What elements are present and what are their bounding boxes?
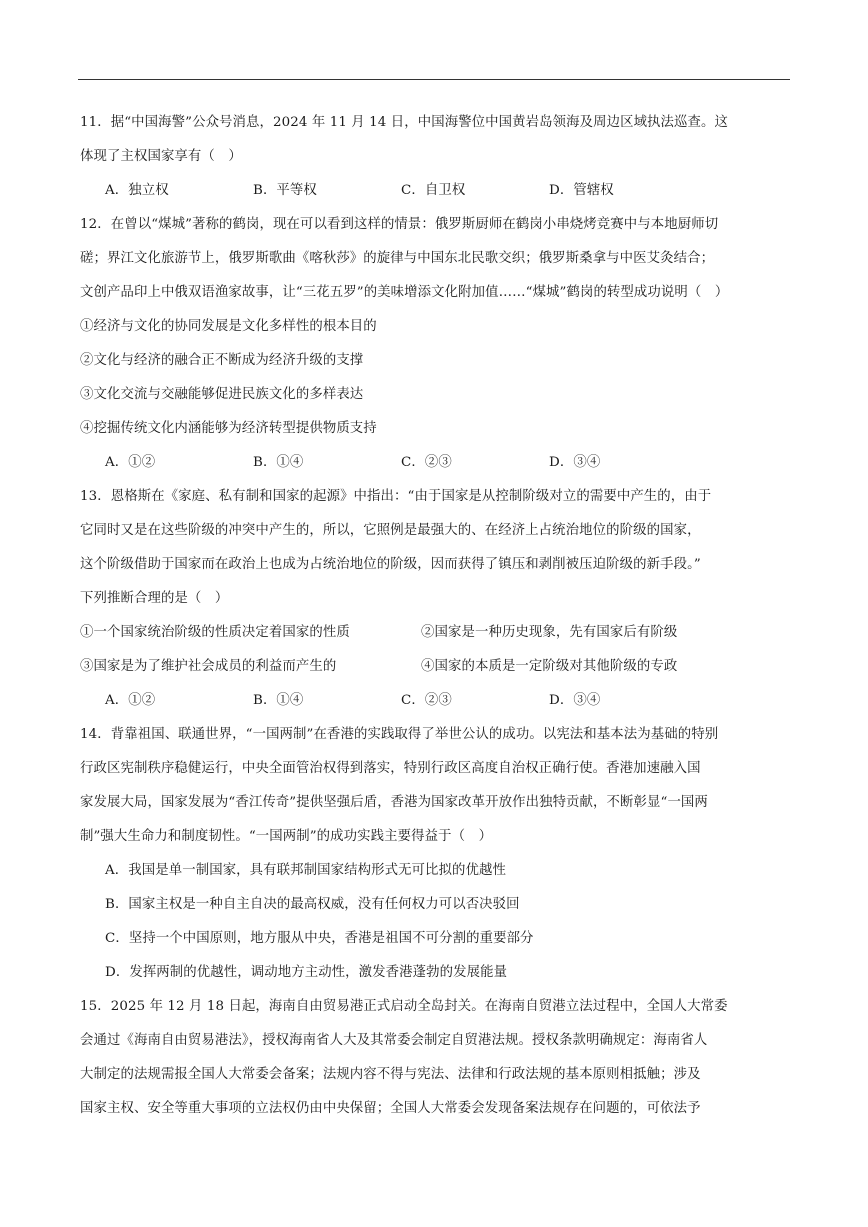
option-d[interactable]: D．③④ — [549, 455, 601, 470]
option-d[interactable]: D．③④ — [549, 693, 601, 708]
question-content — [80, 106, 790, 1126]
option-d[interactable]: D．管辖权 — [549, 183, 614, 198]
statement-row — [80, 616, 790, 650]
question-text-line: 体现了主权国家享有（ ） — [80, 149, 242, 164]
question-text-line: 11．据“中国海警”公众号消息，2024 年 11 月 14 日，中国海警位中国黄岩岛领海及周边区域执法巡查。这 — [80, 115, 729, 130]
option-c[interactable]: C．坚持一个中国原则，地方服从中央，香港是祖国不可分割的重要部分 — [105, 931, 534, 946]
header-rule — [78, 79, 790, 80]
option-b[interactable]: B．平等权 — [253, 183, 317, 198]
question-14 — [80, 718, 790, 990]
option-c[interactable]: C．②③ — [401, 693, 452, 708]
option-b[interactable]: B．①④ — [253, 455, 304, 470]
question-text-line: 14．背靠祖国、联通世界，“一国两制”在香港的实践取得了举世公认的成功。以宪法和基本法为基础的特别 — [80, 727, 719, 742]
option-a[interactable]: A．①② — [105, 693, 156, 708]
question-text-line: 13．恩格斯在《家庭、私有制和国家的起源》中指出：“由于国家是从控制阶级对立的需要中产生的，由于 — [80, 489, 712, 504]
question-text-line: 国家主权、安全等重大事项的立法权仍由中央保留；全国人大常委会发现备案法规存在问题的，可依法予 — [80, 1101, 701, 1116]
option-b[interactable]: B．国家主权是一种自主自决的最高权威，没有任何权力可以否决驳回 — [105, 897, 520, 912]
statement-3: ③文化交流与交融能够促进民族文化的多样表达 — [80, 387, 364, 402]
answer-options — [80, 684, 790, 718]
question-text-line: 制”强大生命力和制度韧性。“一国两制”的成功实践主要得益于（ ） — [80, 829, 493, 844]
option-d[interactable]: D．发挥两制的优越性，调动地方主动性，激发香港蓬勃的发展能量 — [105, 965, 508, 980]
statement-1: ①一个国家统治阶级的性质决定着国家的性质 — [80, 625, 350, 640]
question-text-line: 家发展大局，国家发展为“香江传奇”提供坚强后盾，香港为国家改革开放作出独特贡献，不断彰显“一国两 — [80, 795, 708, 810]
question-text-line: 行政区宪制秩序稳健运行，中央全面管治权得到落实，特别行政区高度自治权正确行使。香港加速融入国 — [80, 761, 701, 776]
question-11 — [80, 106, 790, 208]
statement-1: ①经济与文化的协同发展是文化多样性的根本目的 — [80, 319, 377, 334]
statement-2: ②文化与经济的融合正不断成为经济升级的支撑 — [80, 353, 364, 368]
option-a[interactable]: A．①② — [105, 455, 156, 470]
option-c[interactable]: C．自卫权 — [401, 183, 466, 198]
question-13 — [80, 480, 790, 718]
statement-3: ③国家是为了维护社会成员的利益而产生的 — [80, 659, 337, 674]
question-text-line: 磋；界江文化旅游节上，俄罗斯歌曲《喀秋莎》的旋律与中国东北民歌交织；俄罗斯桑拿与中医艾灸结合； — [80, 251, 715, 266]
option-b[interactable]: B．①④ — [253, 693, 304, 708]
question-text-line: 这个阶级借助于国家而在政治上也成为占统治地位的阶级，因而获得了镇压和剥削被压迫阶级的新手段。” — [80, 557, 701, 572]
statement-2: ②国家是一种历史现象，先有国家后有阶级 — [421, 625, 678, 640]
statement-4: ④挖掘传统文化内涵能够为经济转型提供物质支持 — [80, 421, 377, 436]
question-15 — [80, 990, 790, 1126]
statement-4: ④国家的本质是一定阶级对其他阶级的专政 — [421, 659, 678, 674]
question-text-line: 15．2025 年 12 月 18 日起，海南自由贸易港正式启动全岛封关。在海南自贸港立法过程中，全国人大常委 — [80, 999, 728, 1014]
option-a[interactable]: A．我国是单一制国家，具有联邦制国家结构形式无可比拟的优越性 — [105, 863, 506, 878]
question-text-line: 下列推断合理的是（ ） — [80, 591, 229, 606]
question-12 — [80, 208, 790, 480]
question-text-line: 12．在曾以“煤城”著称的鹤岗，现在可以看到这样的情景：俄罗斯厨师在鹤岗小串烧烤竞赛中与本地厨师切 — [80, 217, 719, 232]
statement-row — [80, 650, 790, 684]
option-a[interactable]: A．独立权 — [105, 183, 169, 198]
answer-options — [80, 174, 790, 208]
option-c[interactable]: C．②③ — [401, 455, 452, 470]
question-text-line: 会通过《海南自由贸易港法》，授权海南省人大及其常委会制定自贸港法规。授权条款明确规定：海南省人 — [80, 1033, 708, 1048]
question-text-line: 文创产品印上中俄双语渔家故事，让“三花五罗”的美味增添文化附加值……“煤城”鹤岗的转型成功说明（ ） — [80, 285, 729, 300]
question-text-line: 大制定的法规需报全国人大常委会备案；法规内容不得与宪法、法律和行政法规的基本原则相抵触；涉及 — [80, 1067, 701, 1082]
answer-options — [80, 446, 790, 480]
question-text-line: 它同时又是在这些阶级的冲突中产生的，所以，它照例是最强大的、在经济上占统治地位的阶级的国家， — [80, 523, 701, 538]
